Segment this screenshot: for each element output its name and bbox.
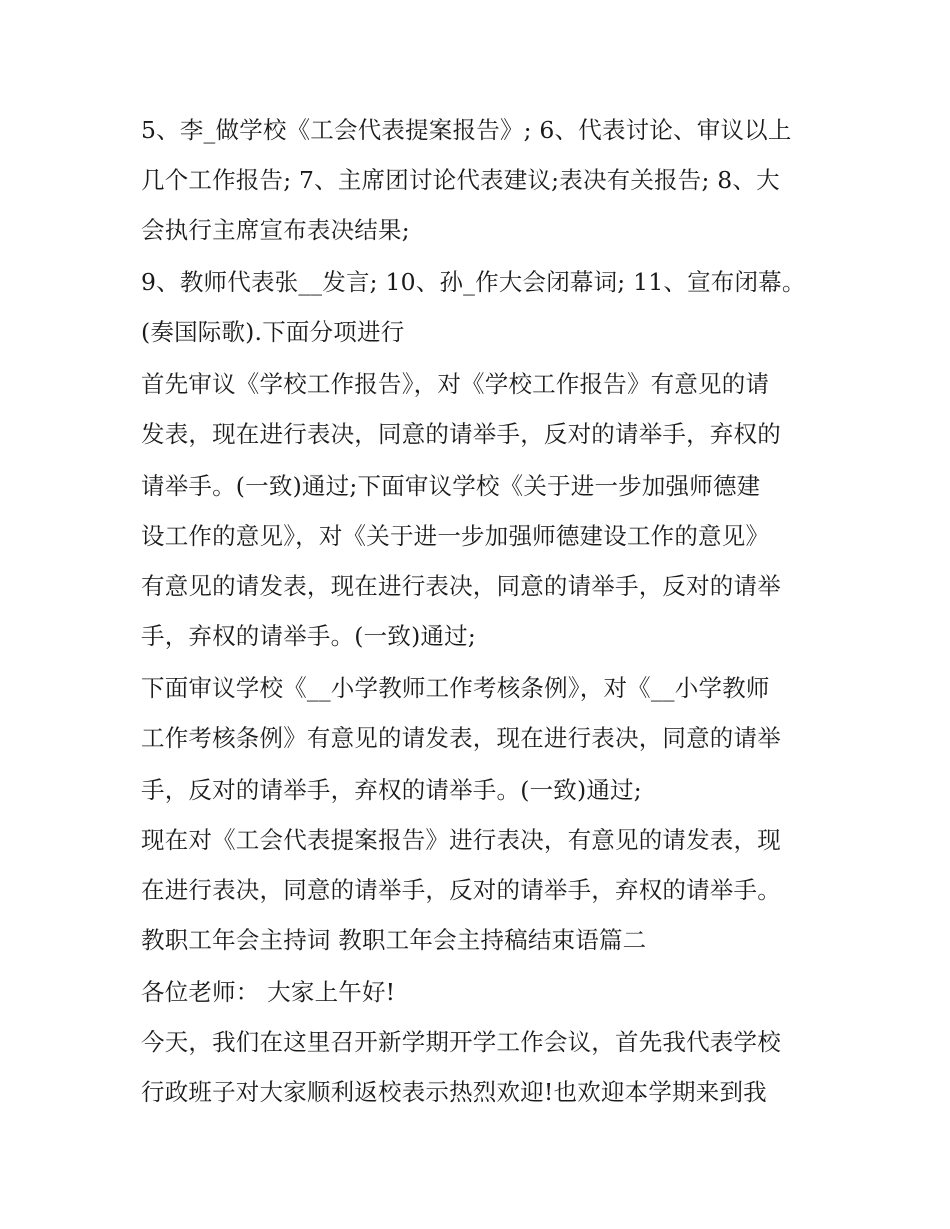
text-line: 在进行表决，同意的请举手，反对的请举手，弃权的请举手。 bbox=[141, 876, 781, 904]
text-line: 今天，我们在这里召开新学期开学工作会议，首先我代表学校 bbox=[141, 1028, 781, 1056]
text-line: 手，弃权的请举手。(一致)通过; bbox=[141, 622, 476, 650]
text-line: 9、教师代表张__发言; 10、孙_作大会闭幕词; 11、宣布闭幕。 bbox=[141, 268, 806, 296]
text-line: 现在对《工会代表提案报告》进行表决，有意见的请发表，现 bbox=[141, 826, 781, 854]
text-line: 教职工年会主持词 教职工年会主持稿结束语篇二 bbox=[141, 926, 647, 954]
text-line: 首先审议《学校工作报告》，对《学校工作报告》有意见的请 bbox=[141, 370, 770, 398]
text-line: 请举手。(一致)通过;下面审议学校《关于进一步加强师德建 bbox=[141, 472, 761, 500]
text-line: 行政班子对大家顺利返校表示热烈欢迎!也欢迎本学期来到我 bbox=[141, 1078, 767, 1106]
text-line: 5、李_做学校《工会代表提案报告》; 6、代表讨论、审议以上 bbox=[141, 116, 792, 144]
text-line: 各位老师： 大家上午好! bbox=[141, 978, 396, 1006]
text-line: 工作考核条例》有意见的请发表，现在进行表决，同意的请举 bbox=[141, 724, 781, 752]
text-line: 几个工作报告; 7、主席团讨论代表建议;表决有关报告; 8、大 bbox=[141, 166, 780, 194]
text-line: 发表，现在进行表决，同意的请举手，反对的请举手，弃权的 bbox=[141, 420, 781, 448]
text-line: 设工作的意见》，对《关于进一步加强师德建设工作的意见》 bbox=[141, 522, 770, 550]
text-line: 有意见的请发表，现在进行表决，同意的请举手，反对的请举 bbox=[141, 572, 781, 600]
text-line: 手，反对的请举手，弃权的请举手。(一致)通过; bbox=[141, 776, 642, 804]
text-line: 会执行主席宣布表决结果; bbox=[141, 216, 410, 244]
text-line: (奏国际歌).下面分项进行 bbox=[141, 318, 405, 346]
text-line: 下面审议学校《__小学教师工作考核条例》，对《__小学教师 bbox=[141, 674, 770, 702]
